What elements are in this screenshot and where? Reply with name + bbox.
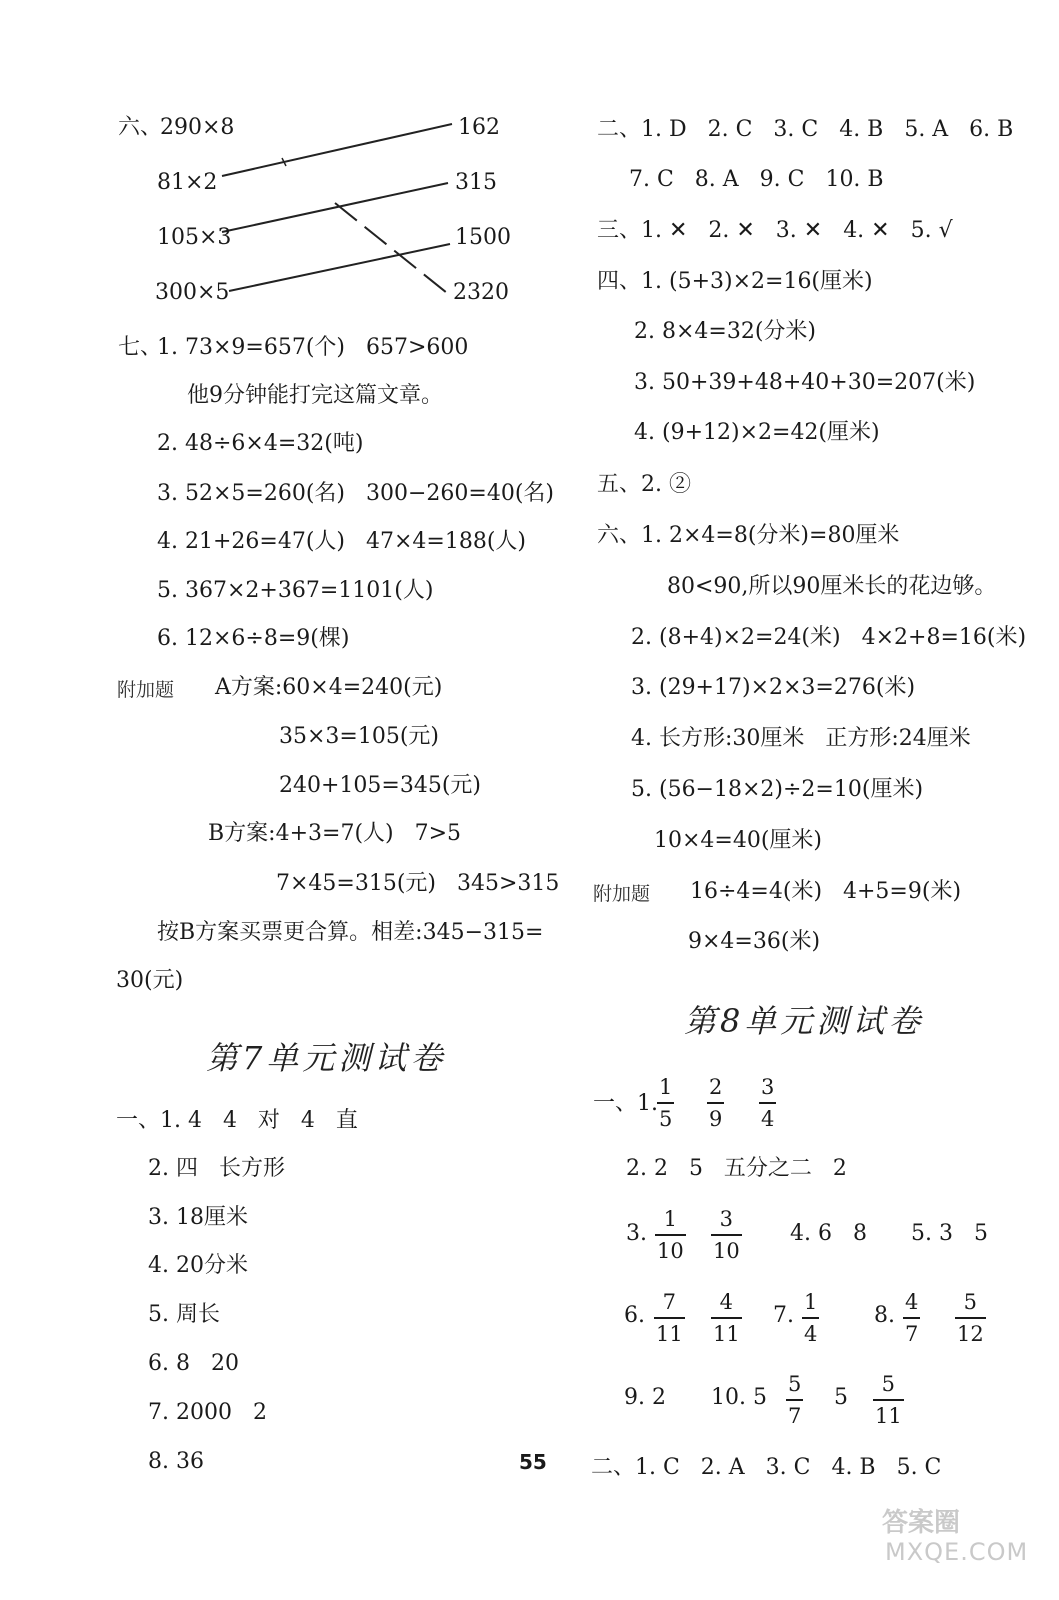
section-7-label: 七、 xyxy=(118,335,163,360)
match-right-item: 315 xyxy=(455,170,497,195)
answer-line: 9. 2 xyxy=(624,1385,666,1410)
answer-label: 6. xyxy=(624,1303,645,1328)
answer-line: 9×4=36(米) xyxy=(688,929,821,954)
answer-line: 10. 5 xyxy=(711,1385,767,1410)
fraction: 1 4 xyxy=(804,1290,818,1346)
answer-line: 2. 2 5 五分之二 2 xyxy=(626,1156,847,1181)
answer-line: 5. 周长 xyxy=(148,1302,220,1327)
answer-line: 按B方案买票更合算。相差:345−315= xyxy=(157,920,544,945)
answer-line: 二、1. D 2. C 3. C 4. B 5. A 6. B xyxy=(597,117,1014,142)
answer-line: 7×45=315(元) 345>315 xyxy=(276,871,560,896)
answer-line: 4. 21+26=47(人) 47×4=188(人) xyxy=(157,529,526,554)
fraction: 4 7 xyxy=(905,1290,919,1346)
answer-line: 6. 12×6÷8=9(棵) xyxy=(157,626,350,651)
answer-line: 2. 48÷6×4=32(吨) xyxy=(157,431,364,456)
fraction: 3 10 xyxy=(713,1207,740,1263)
fraction: 3 4 xyxy=(761,1075,775,1131)
answer-line: B方案:4+3=7(人) 7>5 xyxy=(208,821,462,846)
answer-line: 7. C 8. A 9. C 10. B xyxy=(629,167,884,192)
answer-line: 240+105=345(元) xyxy=(279,773,482,798)
match-left-item: 81×2 xyxy=(157,170,218,195)
answer-line: 4. 长方形:30厘米 正方形:24厘米 xyxy=(631,726,971,751)
extra-question-label: 附加题 xyxy=(117,679,175,701)
answer-line: A方案:60×4=240(元) xyxy=(215,675,443,700)
answer-line: 二、1. C 2. A 3. C 4. B 5. C xyxy=(591,1455,942,1480)
fraction: 5 12 xyxy=(957,1290,984,1346)
match-right-item: 1500 xyxy=(455,225,511,250)
answer-line: 3. 18厘米 xyxy=(148,1205,248,1230)
match-line-81x2-162 xyxy=(222,124,452,176)
answer-line: 3. 50+39+48+40+30=207(米) xyxy=(634,370,976,395)
fraction: 5 11 xyxy=(875,1372,902,1428)
answer-label: 8. xyxy=(874,1303,895,1328)
answer-line: 三、1. ✕ 2. ✕ 3. ✕ 4. ✕ 5. √ xyxy=(597,218,953,243)
answer-line: 2. 8×4=32(分米) xyxy=(634,319,817,344)
watermark-url: MXQE.COM xyxy=(885,1538,1029,1566)
answer-line: 四、1. (5+3)×2=16(厘米) xyxy=(597,269,873,294)
answer-line: 5. 367×2+367=1101(人) xyxy=(157,578,434,603)
fraction: 1 10 xyxy=(657,1207,684,1263)
answer-line: 2. (8+4)×2=24(米) 4×2+8=16(米) xyxy=(631,625,1027,650)
answer-line: 4. 6 8 xyxy=(790,1221,867,1246)
answer-line: 6. 8 20 xyxy=(148,1351,239,1376)
answer-line: 30(元) xyxy=(116,968,184,993)
answer-label: 3. xyxy=(626,1221,647,1246)
fraction: 4 11 xyxy=(713,1290,740,1346)
match-left-item: 300×5 xyxy=(155,280,230,305)
answer-line: 4. (9+12)×2=42(厘米) xyxy=(634,420,880,445)
answer-line: 7. 2000 2 xyxy=(148,1400,267,1425)
match-right-item: 2320 xyxy=(453,280,509,305)
fraction: 2 9 xyxy=(709,1075,723,1131)
match-left-item: 290×8 xyxy=(160,115,235,140)
match-line-105x3-315 xyxy=(222,183,448,232)
fraction: 7 11 xyxy=(656,1290,683,1346)
answer-line: 3. 52×5=260(名) 300−260=40(名) xyxy=(157,481,554,506)
unit-7-title: 第7单元测试卷 xyxy=(206,1039,447,1077)
answer-line: 10×4=40(厘米) xyxy=(654,828,823,853)
answer-line: 一、1. 4 4 对 4 直 xyxy=(116,1108,358,1133)
answer-line: 5. (56−18×2)÷2=10(厘米) xyxy=(631,777,924,802)
answer-line: 六、1. 2×4=8(分米)=80厘米 xyxy=(597,523,900,548)
answer-line: 1. 73×9=657(个) 657>600 xyxy=(157,335,469,360)
answer-line: 5 xyxy=(834,1385,848,1410)
answer-line: 4. 20分米 xyxy=(148,1253,248,1278)
answer-label: 一、1. xyxy=(593,1091,658,1116)
answer-line: 5. 3 5 xyxy=(911,1221,988,1246)
unit-8-title: 第8单元测试卷 xyxy=(684,1002,925,1040)
answer-label: 7. xyxy=(773,1303,794,1328)
answer-line: 35×3=105(元) xyxy=(279,724,440,749)
answer-line: 五、2. ② xyxy=(597,472,691,497)
fraction: 5 7 xyxy=(788,1372,802,1428)
match-line-300x5-1500 xyxy=(229,244,450,291)
answer-line: 他9分钟能打完这篇文章。 xyxy=(187,383,443,408)
answer-line: 8. 36 xyxy=(148,1449,204,1474)
extra-question-label: 附加题 xyxy=(593,883,651,905)
answer-line: 3. (29+17)×2×3=276(米) xyxy=(631,675,916,700)
answer-line: 16÷4=4(米) 4+5=9(米) xyxy=(690,879,962,904)
watermark-logo: 答案圈 xyxy=(882,1508,961,1538)
match-left-item: 105×3 xyxy=(157,225,232,250)
match-right-item: 162 xyxy=(458,115,500,140)
page-number: 55 xyxy=(519,1450,547,1474)
answer-line: 80<90,所以90厘米长的花边够。 xyxy=(667,574,997,599)
answer-line: 2. 四 长方形 xyxy=(148,1156,285,1181)
fraction: 1 5 xyxy=(659,1075,673,1131)
section-6-label: 六、 xyxy=(118,115,163,140)
